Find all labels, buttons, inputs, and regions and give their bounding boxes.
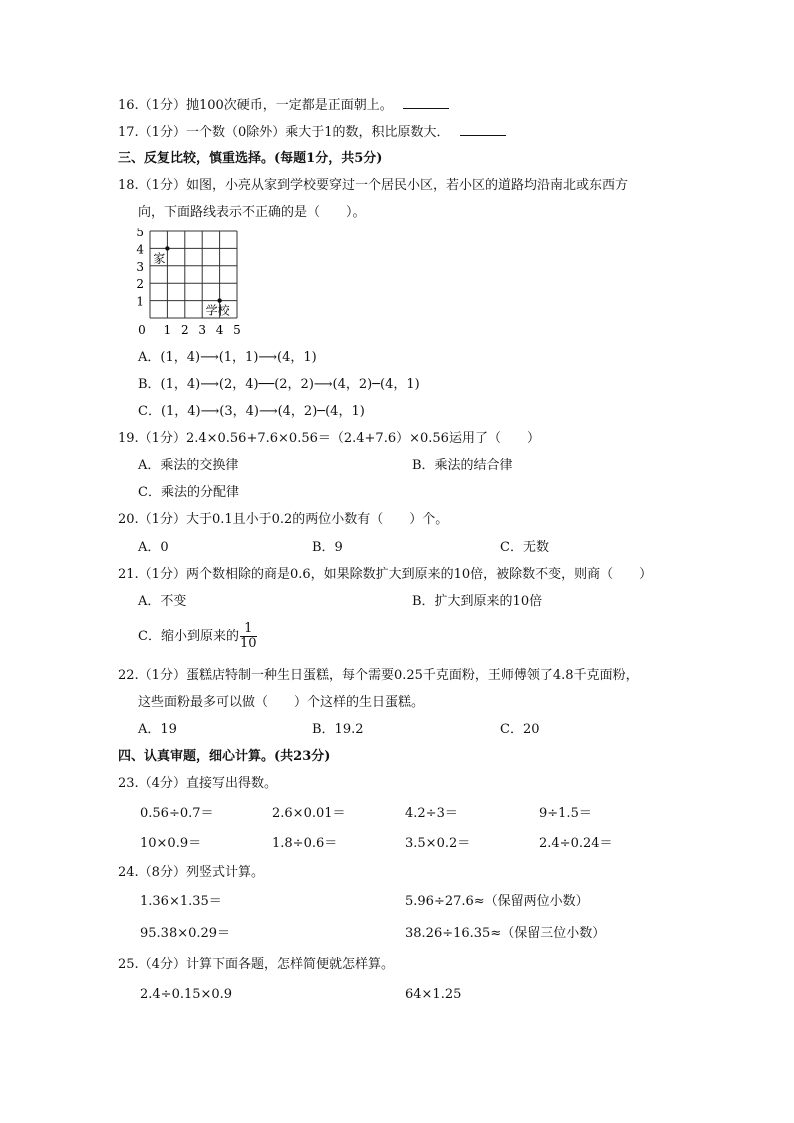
question-18-option-a[interactable]: A．(1，4)⟶(1，1)⟶(4，1) (138, 350, 317, 365)
y-tick-label: 2 (136, 277, 144, 292)
q24-item-c: 95.38×0.29＝ (140, 926, 231, 941)
x-tick-label: 3 (198, 323, 207, 337)
x-tick-label: 2 (180, 323, 189, 337)
section-3-title: 三、反复比较，慎重选择。(每题1分，共5分) (118, 151, 383, 166)
question-24-stem: 24.（8分）列竖式计算。 (118, 865, 264, 880)
question-19-stem: 19.（1分）2.4×0.56+7.6×0.56＝（2.4+7.6）×0.56运用了（ ） (118, 431, 540, 446)
coordinate-grid-figure (134, 228, 254, 342)
question-23-stem: 23.（4分）直接写出得数。 (118, 776, 277, 791)
question-16 (118, 96, 449, 115)
question-21-option-a[interactable]: A．不变 (138, 594, 187, 609)
q23-item-3: 4.2÷3＝ (405, 806, 458, 821)
tick-labels (136, 228, 240, 337)
x-tick-label: 4 (215, 323, 224, 337)
question-19-option-c[interactable]: C．乘法的分配律 (138, 485, 239, 500)
fraction-one-tenth (240, 622, 257, 651)
q23-item-5: 10×0.9＝ (140, 836, 202, 851)
x-tick-label: 0 (138, 323, 146, 337)
fraction-denominator: 10 (239, 636, 257, 651)
answer-blank-17[interactable] (460, 123, 506, 136)
y-tick-label: 1 (136, 294, 144, 309)
grid-points (153, 246, 230, 317)
q23-item-2: 2.6×0.01＝ (272, 806, 346, 821)
question-22-option-b[interactable]: B．19.2 (312, 722, 364, 737)
fraction-numerator: 1 (240, 622, 257, 637)
question-20-stem: 20.（1分）大于0.1且小于0.2的两位小数有（ ）个。 (118, 512, 449, 527)
school-label: 学校 (205, 303, 230, 318)
question-17-text: 17.（1分）一个数（0除外）乘大于1的数，积比原数大． (118, 125, 450, 140)
question-17 (118, 123, 506, 142)
question-19-option-b[interactable]: B．乘法的结合律 (412, 458, 513, 473)
q23-item-6: 1.8÷0.6＝ (272, 836, 338, 851)
question-22-option-a[interactable]: A．19 (138, 722, 177, 737)
school-point (217, 298, 221, 302)
q23-item-8: 2.4÷0.24＝ (539, 836, 613, 851)
x-tick-label: 5 (233, 323, 241, 337)
y-tick-label: 5 (136, 228, 144, 239)
question-21-stem: 21.（1分）两个数相除的商是0.6，如果除数扩大到原来的10倍，被除数不变，则商（ ） (118, 567, 653, 582)
question-18-option-b[interactable]: B．(1，4)⟶(2，4)──(2，2)⟶(4，2)─(4，1) (138, 377, 420, 392)
question-21-option-b[interactable]: B．扩大到原来的10倍 (412, 594, 543, 609)
question-18-line2: 向，下面路线表示不正确的是（ ）。 (138, 205, 366, 220)
q23-item-4: 9÷1.5＝ (539, 806, 592, 821)
question-21-option-c[interactable] (138, 622, 257, 651)
y-tick-label: 4 (136, 242, 144, 257)
y-tick-label: 3 (136, 259, 144, 274)
answer-blank-16[interactable] (403, 96, 449, 109)
question-19-option-a[interactable]: A．乘法的交换律 (138, 458, 239, 473)
question-22-line2: 这些面粉最多可以做（ ）个这样的生日蛋糕。 (138, 695, 425, 710)
question-22-line1: 22.（1分）蛋糕店特制一种生日蛋糕，每个需要0.25千克面粉，王师傅领了4.8千克面粉， (118, 668, 639, 683)
home-point (165, 246, 169, 250)
q25-item-b: 64×1.25 (405, 987, 462, 1002)
question-20-option-c[interactable]: C．无数 (500, 540, 549, 555)
question-18-option-c[interactable]: C．(1，4)⟶(3，4)⟶(4，2)─(4，1) (138, 404, 365, 419)
question-21-option-c-label: C．缩小到原来的 (138, 629, 239, 644)
q23-item-7: 3.5×0.2＝ (405, 836, 471, 851)
q24-item-d: 38.26÷16.35≈（保留三位小数） (405, 926, 606, 941)
question-22-option-c[interactable]: C．20 (500, 722, 540, 737)
coordinate-grid-svg (134, 228, 254, 342)
question-18-line1: 18.（1分）如图，小亮从家到学校要穿过一个居民小区，若小区的道路均沿南北或东西方 (118, 178, 628, 193)
q23-item-1: 0.56÷0.7＝ (140, 806, 214, 821)
question-20-option-b[interactable]: B．9 (312, 540, 343, 555)
q24-item-b: 5.96÷27.6≈（保留两位小数） (405, 894, 589, 909)
question-25-stem: 25.（4分）计算下面各题，怎样简便就怎样算。 (118, 957, 394, 972)
q25-item-a: 2.4÷0.15×0.9 (140, 987, 233, 1002)
home-label: 家 (153, 251, 166, 266)
x-tick-label: 1 (163, 323, 172, 337)
question-20-option-a[interactable]: A．0 (138, 540, 169, 555)
section-4-title: 四、认真审题，细心计算。(共23分) (118, 749, 331, 764)
q24-item-a: 1.36×1.35＝ (140, 894, 222, 909)
question-16-text: 16.（1分）抛100次硬币，一定都是正面朝上。 (118, 98, 393, 113)
